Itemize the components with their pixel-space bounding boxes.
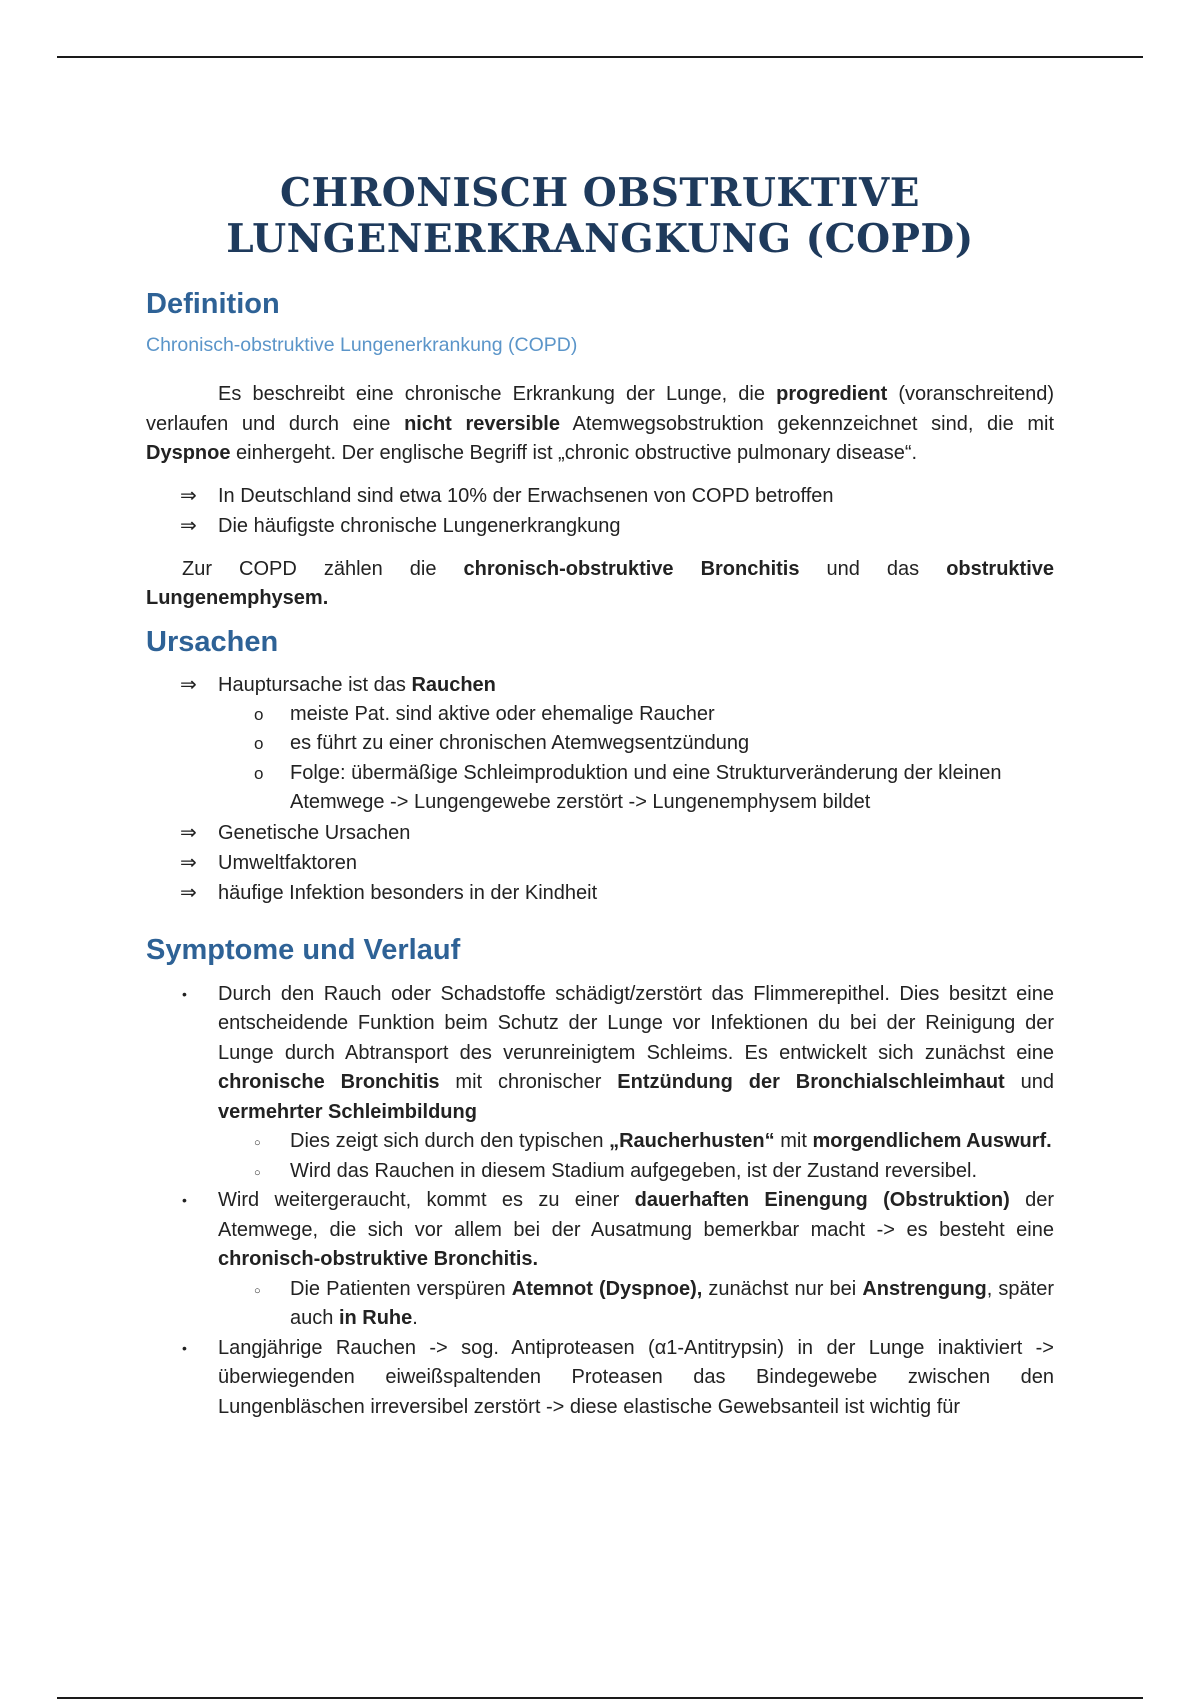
heading-symptome: Symptome und Verlauf: [146, 933, 461, 966]
top-rule: [57, 56, 1143, 58]
copd-types-paragraph: Zur COPD zählen die chronisch-obstruktive Bronchitis und das obstruktive Lungenemphysem.: [146, 557, 1054, 609]
circle-marker-icon: o: [254, 763, 264, 783]
definition-paragraph: Es beschreibt eine chronische Erkrankung der Lunge, die progredient (voranschreitend) verlaufen und durch eine nicht reversible Atemwegsobstruktion gekennzeichnet sind, die mit Dyspnoe einhergeht. Der englische Begriff ist „chronic obstructive pulmonary disease“.: [146, 383, 1055, 464]
list-item: ○ Wird das Rauchen in diesem Stadium aufgegeben, ist der Zustand reversibel.: [218, 1157, 1054, 1187]
ursachen-list: [146, 670, 1054, 700]
title-line-2: LUNGENERKRANGKUNG (COPD): [226, 216, 974, 262]
arrow-marker-icon: ⇒: [180, 851, 197, 874]
list-item: o Folge: übermäßige Schleimproduktion und eine Strukturveränderung der kleinen Atemwege -> Lungengewebe zerstört -> Lungenemphysem bildet: [146, 759, 1054, 818]
circle-marker-icon: o: [254, 734, 264, 753]
heading-ursachen: Ursachen: [146, 625, 279, 658]
list-item: • Langjährige Rauchen -> sog. Antiproteasen (α1-Antitrypsin) in der Lunge inaktiviert -> überwiegenden eiweißspaltenden Proteasen das Bindegewebe zwischen den Lungenbläschen irreversibel zerstört -> diese elastische Gewebsanteil ist wichtig für: [146, 1334, 1054, 1423]
bullet-marker-icon: •: [182, 985, 187, 1002]
list-item: o meiste Pat. sind aktive oder ehemalige Raucher: [146, 700, 1054, 730]
page-content: [146, 170, 1054, 1422]
list-item: • Wird weitergeraucht, kommt es zu einer dauerhaften Einengung (Obstruktion) der Atemwege, die sich vor allem bei der Ausatmung bemerkbar macht -> es besteht eine chronisch-obstruktive Bronchitis. ○ Die Patienten verspüren Atemnot (Dyspnoe), zunächst nur bei Anstrengung, später auch in Ruhe.: [146, 1186, 1054, 1334]
arrow-marker-icon: ⇒: [180, 484, 197, 507]
list-item: ○ Die Patienten verspüren Atemnot (Dyspnoe), zunächst nur bei Anstrengung, später auch in Ruhe.: [254, 1277, 1055, 1329]
bullet-marker-icon: •: [182, 1339, 187, 1356]
circle-marker-icon: o: [254, 704, 264, 724]
heading-definition: Definition: [146, 288, 280, 320]
definition-facts-list: [146, 481, 1054, 541]
symptome-list: [146, 980, 1054, 1423]
circle-marker-icon: ○: [254, 1284, 261, 1297]
bullet-marker-icon: •: [182, 1192, 187, 1208]
list-item: ⇒ Die häufigste chronische Lungenerkrangkung: [146, 511, 1054, 541]
symptome-sub-list: [218, 1127, 1054, 1186]
definition-subtitle: Chronisch-obstruktive Lungenerkrankung (COPD): [146, 334, 578, 356]
list-item: ○ Dies zeigt sich durch den typischen „Raucherhusten“ mit morgendlichem Auswurf.: [218, 1127, 1054, 1157]
title-line-1: CHRONISCH OBSTRUKTIVE: [280, 170, 920, 216]
bottom-rule: [57, 1697, 1143, 1699]
document-title: [146, 170, 1054, 262]
list-item: o es führt zu einer chronischen Atemwegsentzündung: [146, 729, 1054, 759]
list-item: ⇒ Umweltfaktoren: [146, 848, 1054, 878]
list-item: ⇒ Hauptursache ist das Rauchen: [146, 670, 1054, 700]
list-item: ⇒ Genetische Ursachen: [146, 818, 1054, 848]
list-item: • Durch den Rauch oder Schadstoffe schädigt/zerstört das Flimmerepithel. Dies besitzt eine entscheidende Funktion beim Schutz der Lunge vor Infektionen du bei der Reinigung der Lunge durch Abtransport des verunreinigtem Schleims. Es entwickelt sich zunächst eine chronische Bronchitis mit chronischer Entzündung der Bronchialschleimhaut und vermehrter Schleimbildung ○ Dies zeigt sich durch den typischen „Raucherhusten“ mit morgendlichem Auswurf. ○ Wird das Rauchen in diesem Stadium aufgegeben, ist der Zustand reversibel.: [146, 980, 1054, 1187]
symptome-sub-list: [218, 1275, 1054, 1334]
ursachen-sub-list: [146, 700, 1054, 818]
circle-marker-icon: ○: [254, 1166, 261, 1179]
arrow-marker-icon: ⇒: [180, 881, 197, 904]
arrow-marker-icon: ⇒: [180, 673, 197, 696]
arrow-marker-icon: ⇒: [180, 514, 197, 537]
ursachen-other-list: [146, 818, 1054, 908]
list-item: ⇒ In Deutschland sind etwa 10% der Erwachsenen von COPD betroffen: [146, 481, 1054, 511]
list-item: ⇒ häufige Infektion besonders in der Kindheit: [146, 878, 1054, 908]
circle-marker-icon: ○: [254, 1137, 261, 1149]
arrow-marker-icon: ⇒: [180, 821, 197, 844]
